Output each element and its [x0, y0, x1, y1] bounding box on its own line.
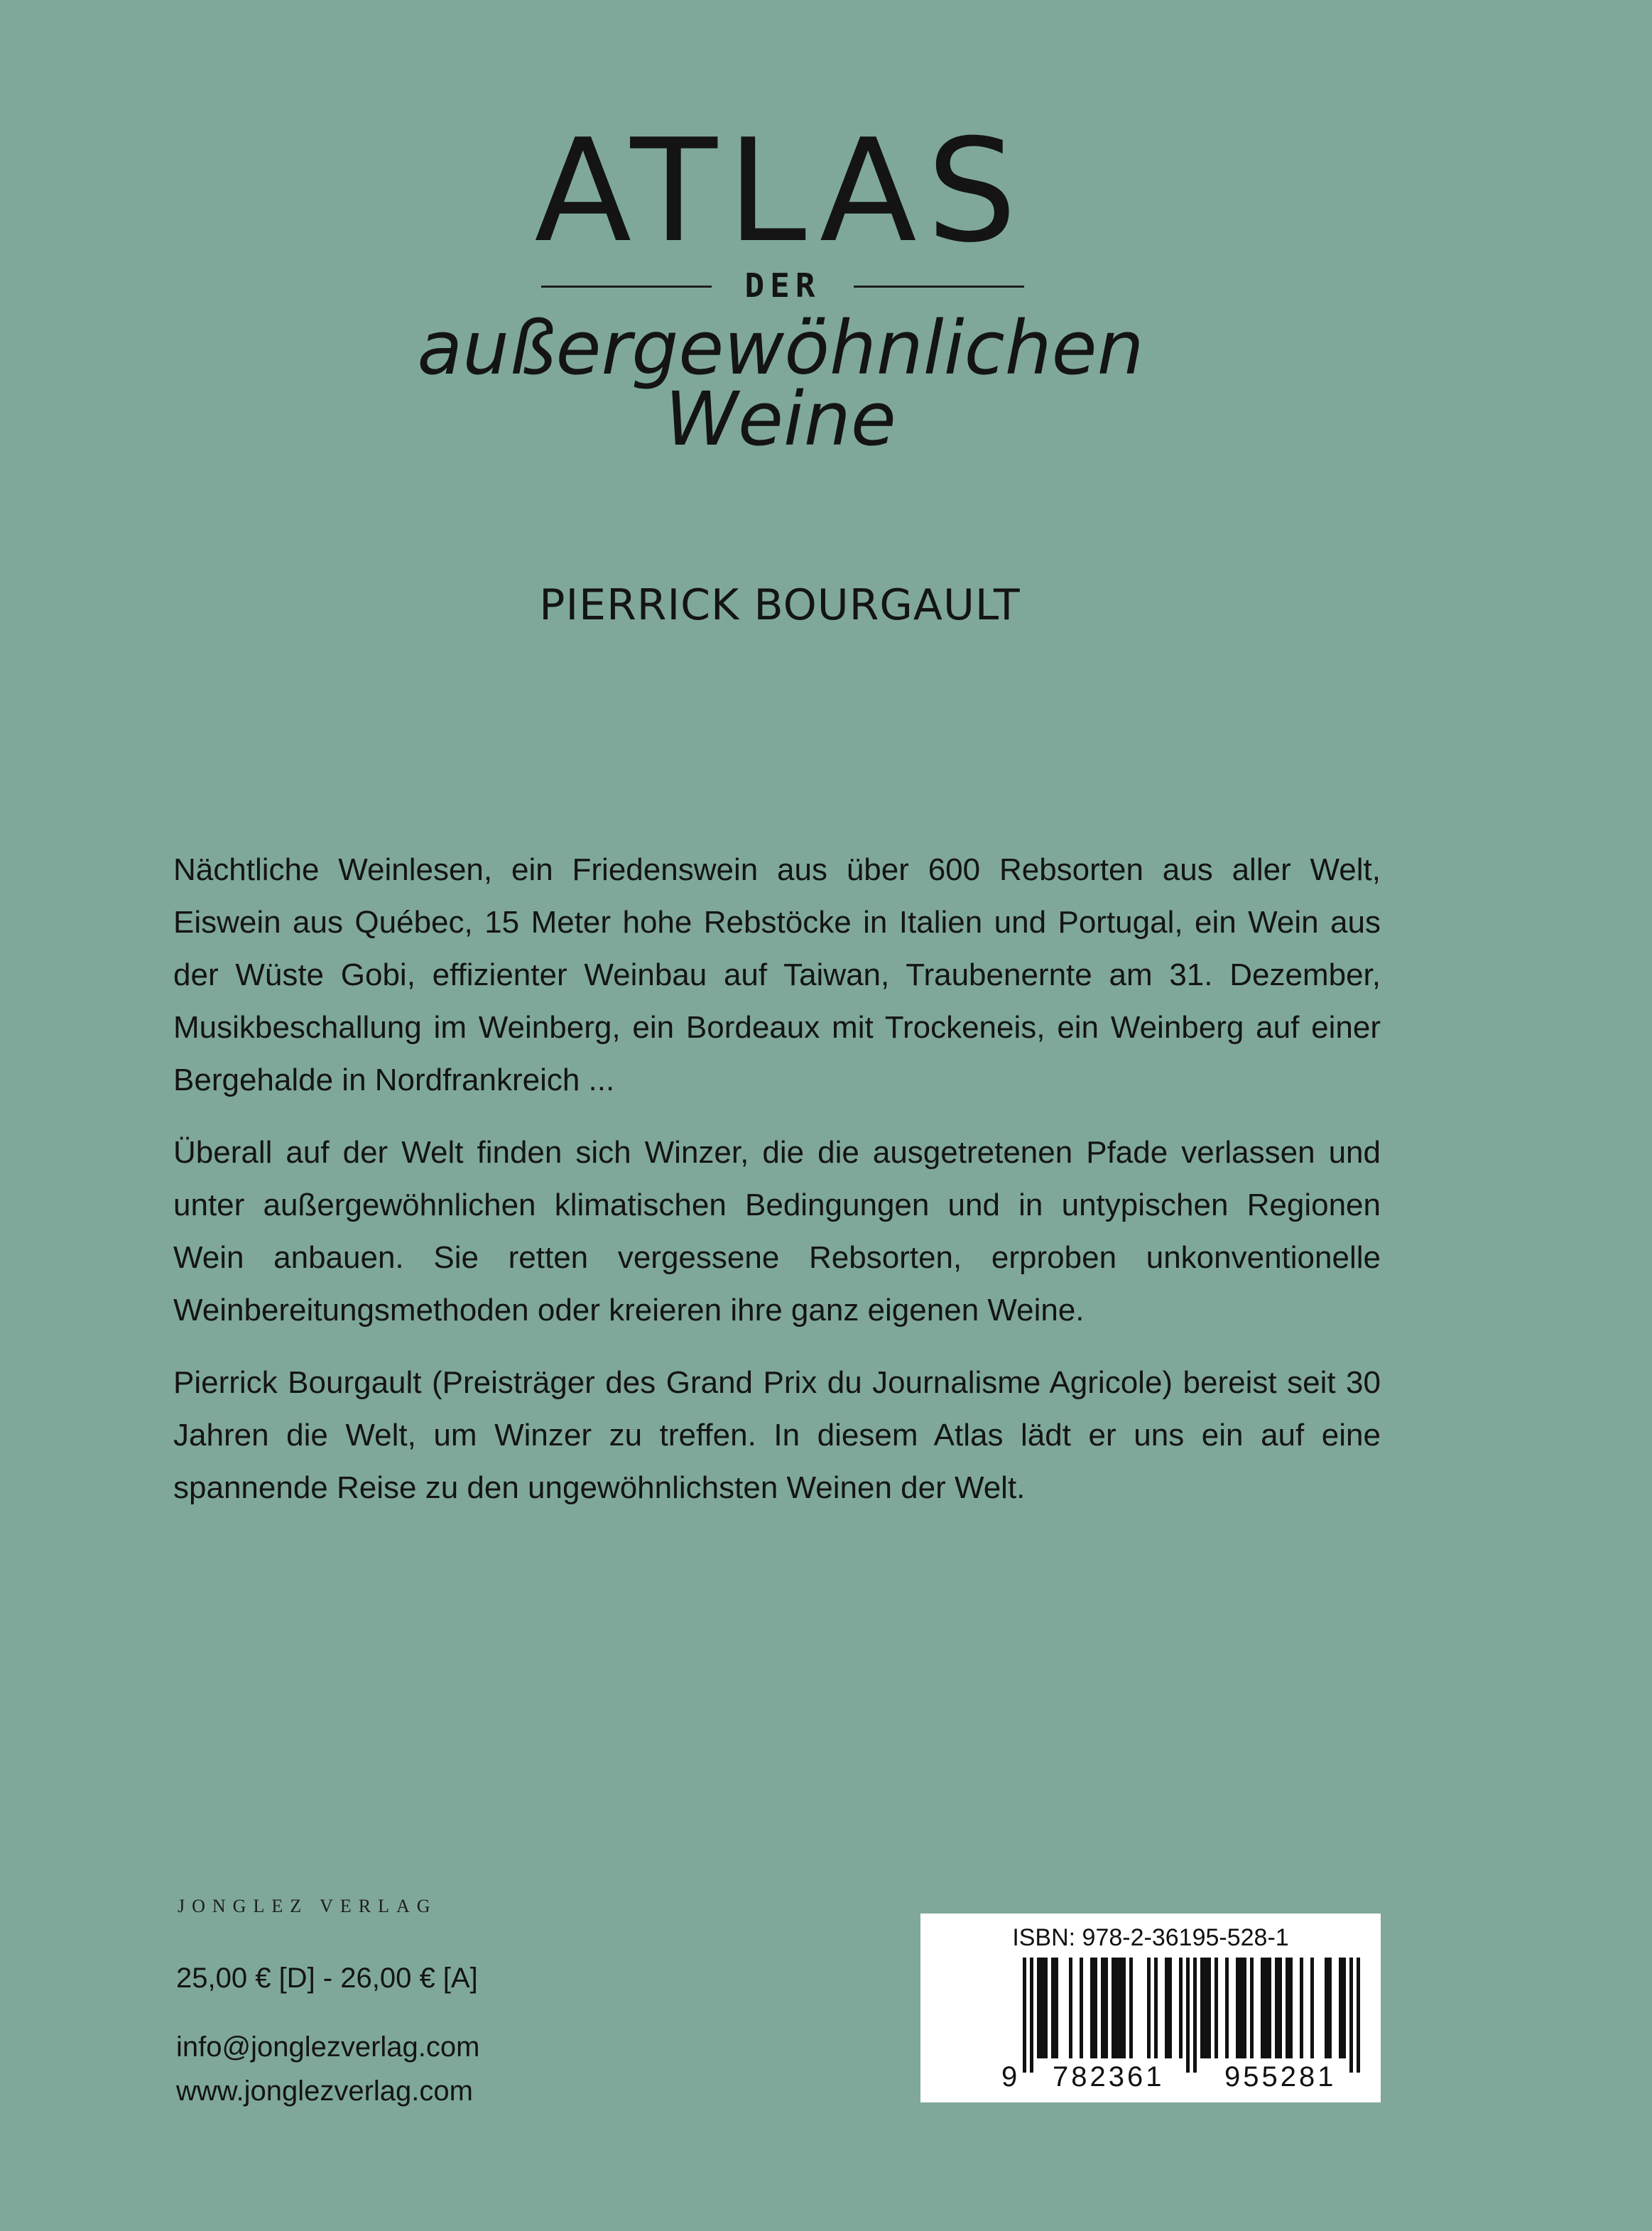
barcode-bar: [1243, 1958, 1246, 2058]
price: 25,00 € [D] - 26,00 € [A]: [176, 1963, 478, 1994]
barcode-bar: [1357, 1958, 1360, 2073]
barcode-bar: [1037, 1958, 1040, 2058]
barcode-bar: [1115, 1958, 1119, 2058]
barcode-bar: [1040, 1958, 1044, 2058]
barcode-bar: [1179, 1958, 1183, 2058]
barcode-bar: [1119, 1958, 1122, 2058]
barcode-bar: [1239, 1958, 1243, 2058]
barcode-bar: [1342, 1958, 1346, 2058]
barcode-bar: [1069, 1958, 1072, 2058]
barcode-bar: [1275, 1958, 1278, 2058]
barcode-bar: [1264, 1958, 1268, 2058]
barcode-bar: [1193, 1958, 1197, 2073]
publisher-email: info@jonglezverlag.com: [176, 2031, 480, 2063]
barcode-digit-first: 9: [1001, 2061, 1021, 2092]
barcode-bar: [1200, 1958, 1204, 2058]
barcode-bar: [1112, 1958, 1115, 2058]
barcode-bar: [1236, 1958, 1239, 2058]
title-atlas: ATLAS: [534, 109, 1027, 274]
barcode-bar: [1147, 1958, 1151, 2058]
barcode-bar: [1044, 1958, 1048, 2058]
blurb-paragraph-2: Überall auf der Welt finden sich Winzer, die die ausgetretenen Pfade verlassen und unter außergewöhnlichen klimatischen Bedingungen und in untypischen Regionen Wein anbauen. Sie retten vergessene Rebsorten, erproben unkonventionelle Weinbereitungsmethoden oder kreieren ihre ganz eigenen Weine.: [173, 1135, 1381, 1328]
barcode-bar: [1286, 1958, 1289, 2058]
barcode-bar: [1094, 1958, 1097, 2058]
barcode-bar: [1278, 1958, 1282, 2058]
barcode-digits-right: 955281: [1224, 2061, 1337, 2092]
barcode-bar: [1328, 1958, 1332, 2058]
barcode-bar: [1300, 1958, 1303, 2058]
barcode-bar: [1349, 1958, 1353, 2073]
barcode-bar: [1225, 1958, 1229, 2058]
barcode-bar: [1268, 1958, 1271, 2058]
barcode-bar: [1204, 1958, 1207, 2058]
title-rule-right: [854, 286, 1024, 288]
barcode-bar: [1030, 1958, 1033, 2073]
barcode-bar: [1051, 1958, 1055, 2058]
title-subtitle-line2: Weine: [665, 376, 896, 462]
author-name: PIERRICK BOURGAULT: [539, 580, 1021, 630]
barcode-bar: [1214, 1958, 1218, 2058]
title-rule-left: [541, 286, 712, 288]
barcode-bar: [1080, 1958, 1083, 2058]
barcode-bar: [1207, 1958, 1211, 2058]
barcode-bar: [1122, 1958, 1126, 2058]
barcode-bar: [1339, 1958, 1342, 2058]
title-der: DER: [744, 266, 821, 305]
isbn-label: ISBN: 978-2-36195-528-1: [1012, 1924, 1289, 1951]
title-der-row: [541, 264, 1024, 307]
title-subtitle-line1: außergewöhnlichen: [417, 305, 1144, 391]
barcode-bar: [1055, 1958, 1058, 2058]
barcode-bar: [1261, 1958, 1264, 2058]
publisher-website: www.jonglezverlag.com: [176, 2075, 473, 2107]
barcode-bar: [1250, 1958, 1254, 2058]
barcode-bar: [1186, 1958, 1190, 2073]
barcode-bar: [1154, 1958, 1158, 2058]
barcode-bar: [1023, 1958, 1026, 2073]
blurb-paragraph-1: Nächtliche Weinlesen, ein Friedenswein aus über 600 Rebsorten aus aller Welt, Eiswein aus Québec, 15 Meter hohe Rebstöcke in Italien und Portugal, ein Wein aus der Wüste Gobi, effizienter Weinbau auf Taiwan, Traubenernte am 31. Dezember, Musikbeschallung im Weinberg, ein Bordeaux mit Trockeneis, ein Weinberg auf einer Bergehalde in Nordfrankreich ...: [173, 852, 1381, 1097]
barcode-bar: [1104, 1958, 1108, 2058]
blurb-paragraph-3: Pierrick Bourgault (Preisträger des Grand Prix du Journalisme Agricole) bereist seit 30 Jahren die Welt, um Winzer zu treffen. In diesem Atlas lädt er uns ein auf eine spannende Reise zu den ungewöhnlichsten Weinen der Welt.: [173, 1365, 1381, 1505]
barcode-bar: [1168, 1958, 1172, 2058]
barcode-bar: [1129, 1958, 1133, 2058]
barcode-digits-left: 782361: [1053, 2061, 1165, 2092]
barcode-bar: [1325, 1958, 1328, 2058]
barcode-bar: [1090, 1958, 1094, 2058]
barcode-bar: [1310, 1958, 1314, 2058]
barcode-bar: [1289, 1958, 1293, 2058]
barcode-bar: [1165, 1958, 1168, 2058]
blurb-text: [173, 844, 1381, 1534]
barcode-panel: [920, 1914, 1381, 2102]
barcode-bar: [1101, 1958, 1104, 2058]
publisher-name: JONGLEZ VERLAG: [178, 1896, 438, 1916]
